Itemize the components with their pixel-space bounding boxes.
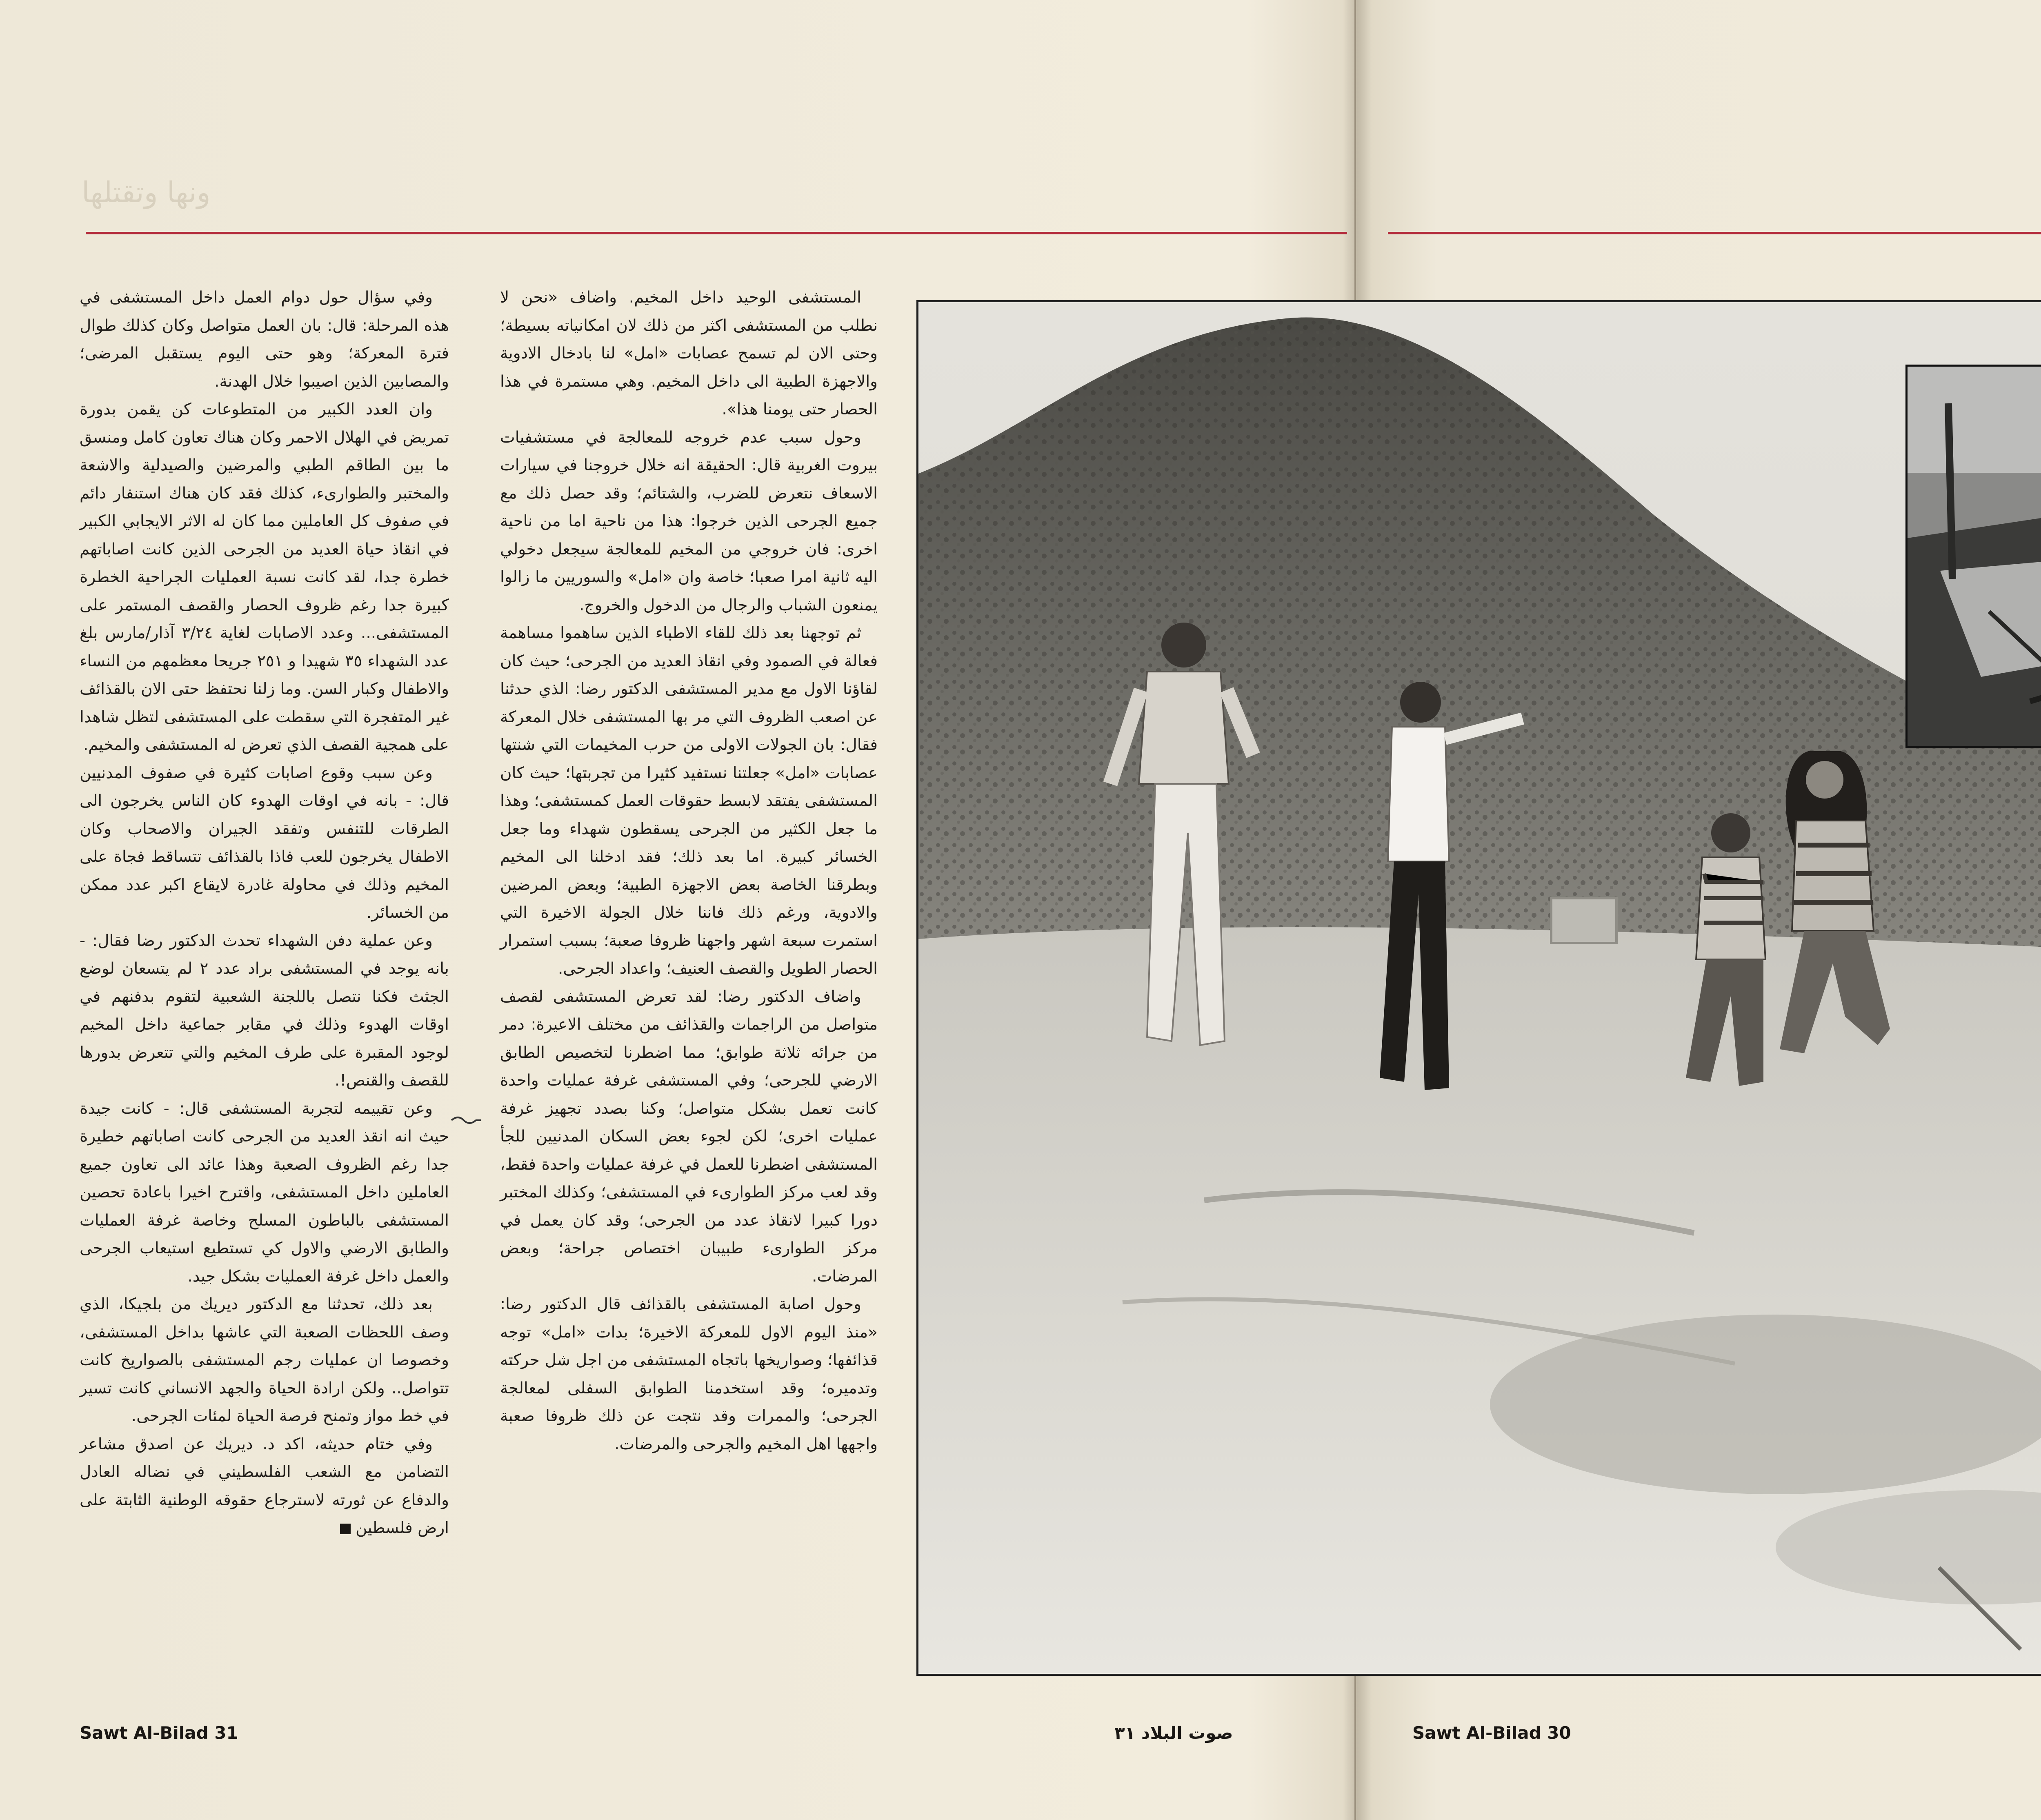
rubble-shelter-photo bbox=[1908, 367, 2041, 746]
paragraph: وان العدد الكبير من المتطوعات كن يقمن بدورة تمريض في الهلال الاحمر وكان هناك تعاون كامل ومنسق ما بين الطاقم الطبي والمرضين والصيدلية والاشعة والمختبر والطوارىء، كذلك فقد كان هناك استنفار دائم في صفوف كل العاملين مما كان له الاثر الايجابي الكبير في انقاذ حياة العديد من الجرحى الذين كانت اصاباتهم خطرة جدا، لقد كانت نسبة العمليات الجراحية الخطرة كبيرة جدا رغم ظروف الحصار والقصف المستمر على المستشفى... وعدد الاصابات لغاية ٣/٢٤ آذار/مارس بلغ عدد الشهداء ٣٥ شهيدا و ٢٥١ جريحا معظمهم من النساء والاطفال وكبار السن. وما زلنا نحتفظ حتى الان بالقذائف غير المتفجرة التي سقطت على المستشفى لتظل شاهدا على همجية القصف الذي تعرض له المستشفى والمخيم. bbox=[80, 400, 449, 754]
faint-running-head-left: ونها وتقتلها bbox=[82, 176, 211, 209]
paragraph: وحول اصابة المستشفى بالقذائف قال الدكتور رضا: «منذ اليوم الاول للمعركة الاخيرة؛ بدات «امل» توجه قذائفها؛ وصواريخها باتجاه المستشفى من اجل شل حركته وتدميره؛ وقد استخدمنا الطوابق السفلى لمعالجة الجرحى؛ والممرات وقد نتجت عن ذلك ظروفا صعبة واجهها اهل المخيم والجرحى والمرضات. bbox=[500, 1295, 878, 1453]
folio-right-latin: Sawt Al-Bilad 30 bbox=[1412, 1723, 1571, 1743]
article-column-inner bbox=[500, 284, 878, 1458]
paragraph-text: وفي ختام حديثه، اكد د. ديريك عن اصدق مشاعر التضامن مع الشعب الفلسطيني في نضاله العادل والدفاع عن ثورته لاسترجاع حقوقه الوطنية الثابتة على ارض فلسطين bbox=[80, 1435, 449, 1537]
paragraph: المستشفى الوحيد داخل المخيم. واضاف «نحن لا نطلب من المستشفى اكثر من ذلك لان امكانياته بسيطة؛ وحتى الان لم تسمح عصابات «امل» لنا بادخال الادوية والاجهزة الطبية الى داخل المخيم. وهي مستمرة في هذا الحصار حتى يومنا هذا». bbox=[500, 288, 878, 418]
folio-left-arabic: صوت البلاد ٣١ bbox=[1114, 1723, 1233, 1743]
paragraph: ثم توجهنا بعد ذلك للقاء الاطباء الذين ساهموا مساهمة فعالة في الصمود وفي انقاذ العديد من الجرحى؛ حيث كان لقاؤنا الاول مع مدير المستشفى الدكتور رضا: الذي حدثنا عن اصعب الظروف التي مر بها المستشفى خلال المعركة فقال: بان الجولات الاولى من حرب المخيمات التي شنتها عصابات «امل» جعلتنا نستفيد كثيرا من تجربتها؛ حيث كان المستشفى يفتقد لابسط حقوقات العمل كمستشفى؛ وهذا ما جعل الكثير من الجرحى يسقطون شهداء وما جعل الخسائر كبيرة. اما بعد ذلك؛ فقد ادخلنا الى المخيم وبطرقنا الخاصة بعض الاجهزة الطبية؛ وبعض المرضين والادوية، ورغم ذلك فاننا خلال الجولة الاخيرة التي استمرت سبعة اشهر واجهنا ظروفا صعبة؛ بسبب استمرار الحصار الطويل والقصف العنيف؛ واعداد الجرحى. bbox=[500, 624, 878, 978]
inset-photo-caption bbox=[1905, 329, 2041, 347]
marginal-tick-icon bbox=[450, 1114, 482, 1126]
main-photo bbox=[916, 300, 2041, 1676]
paragraph: وفي سؤال حول دوام العمل داخل المستشفى في هذه المرحلة: قال: بان العمل متواصل وكان كذلك طوال فترة المعركة؛ وهو حتى اليوم يستقبل المرضى؛ والمصابين الذين اصيبوا خلال الهدنة. bbox=[80, 288, 449, 391]
header-rule-right bbox=[1388, 232, 2041, 234]
square-end-mark-icon bbox=[340, 1524, 351, 1534]
header-rule-left bbox=[86, 232, 1347, 234]
paragraph: وحول سبب عدم خروجه للمعالجة في مستشفيات بيروت الغربية قال: الحقيقة انه خلال خروجنا في سيارات الاسعاف نتعرض للضرب، والشتائم؛ وقد حصل ذلك مع جميع الجرحى الذين خرجوا: هذا من ناحية اما من ناحية اخرى: فان خروجي من المخيم للمعالجة سيجعل دخولي اليه ثانية امرا صعبا؛ خاصة وان «امل» والسوريين ما زالوا يمنعون الشباب والرجال من الدخول والخروج. bbox=[500, 428, 878, 614]
folio-left-latin: Sawt Al-Bilad 31 bbox=[80, 1723, 238, 1743]
children-running-photo bbox=[918, 302, 2041, 1674]
inset-photo bbox=[1905, 365, 2041, 748]
paragraph: وعن تقييمه لتجربة المستشفى قال: - كانت جيدة حيث انه انقذ العديد من الجرحى كانت اصاباتهم خطيرة جدا رغم الظروف الصعبة وهذا عائد الى تعاون جميع العاملين داخل المستشفى، واقترح اخيرا باعادة تحصين المستشفى بالباطون المسلح وخاصة غرفة العمليات والطابق الارضي والاول كي تستطيع استيعاب الجرحى والعمل داخل غرفة العمليات بشكل جيد. bbox=[80, 1099, 449, 1286]
paragraph: وعن عملية دفن الشهداء تحدث الدكتور رضا فقال: - بانه يوجد في المستشفى براد عدد ٢ لم يتسعان لوضع الجثث فكنا نتصل باللجنة الشعبية لتقوم بدفنهم في اوقات الهدوء وذلك في مقابر جماعية داخل المخيم لوجود المقبرة على طرف المخيم والتي تتعرض بدورها للقصف والقنص!. bbox=[80, 931, 449, 1090]
paragraph: وعن سبب وقوع اصابات كثيرة في صفوف المدنيين قال: - بانه في اوقات الهدوء كان الناس يخرجون الى الطرقات للتنفس وتفقد الجيران والاصحاب وكان الاطفال يخرجون للعب فاذا بالقذائف تتساقط فجاة على المخيم وذلك في محاولة غادرة لايقاع اكبر عدد ممكن من الخسائر. bbox=[80, 763, 449, 922]
paragraph bbox=[80, 1431, 449, 1542]
paragraph: بعد ذلك، تحدثنا مع الدكتور ديريك من بلجيكا، الذي وصف اللحظات الصعبة التي عاشها بداخل المستشفى، وخصوصا ان عمليات رجم المستشفى بالصواريخ كانت تتواصل.. ولكن ارادة الحياة والجهد الانساني كانت تسير في خط مواز وتمنح فرصة الحياة لمئات الجرحى. bbox=[80, 1295, 449, 1425]
article-column-outer bbox=[80, 284, 449, 1542]
paragraph: واضاف الدكتور رضا: لقد تعرض المستشفى لقصف متواصل من الراجمات والقذائف من مختلف الاعيرة: دمر من جرائه ثلاثة طوابق؛ مما اضطرنا لتخصيص الطابق الارضي للجرحى؛ وفي المستشفى غرفة عمليات واحدة كانت تعمل بشكل متواصل؛ وكنا بصدد تجهيز غرفة عمليات اخرى؛ لكن لجوء بعض السكان المدنيين للجأ المستشفى اضطرنا للعمل في غرفة عمليات واحدة فقط، وقد لعب مركز الطوارىء في المستشفى؛ وكذلك المختبر دورا كبيرا لانقاذ عدد من الجرحى؛ وقد كان يعمل في مركز الطوارىء طبيبان اختصاص جراحة؛ وبعض المرضات. bbox=[500, 987, 878, 1286]
